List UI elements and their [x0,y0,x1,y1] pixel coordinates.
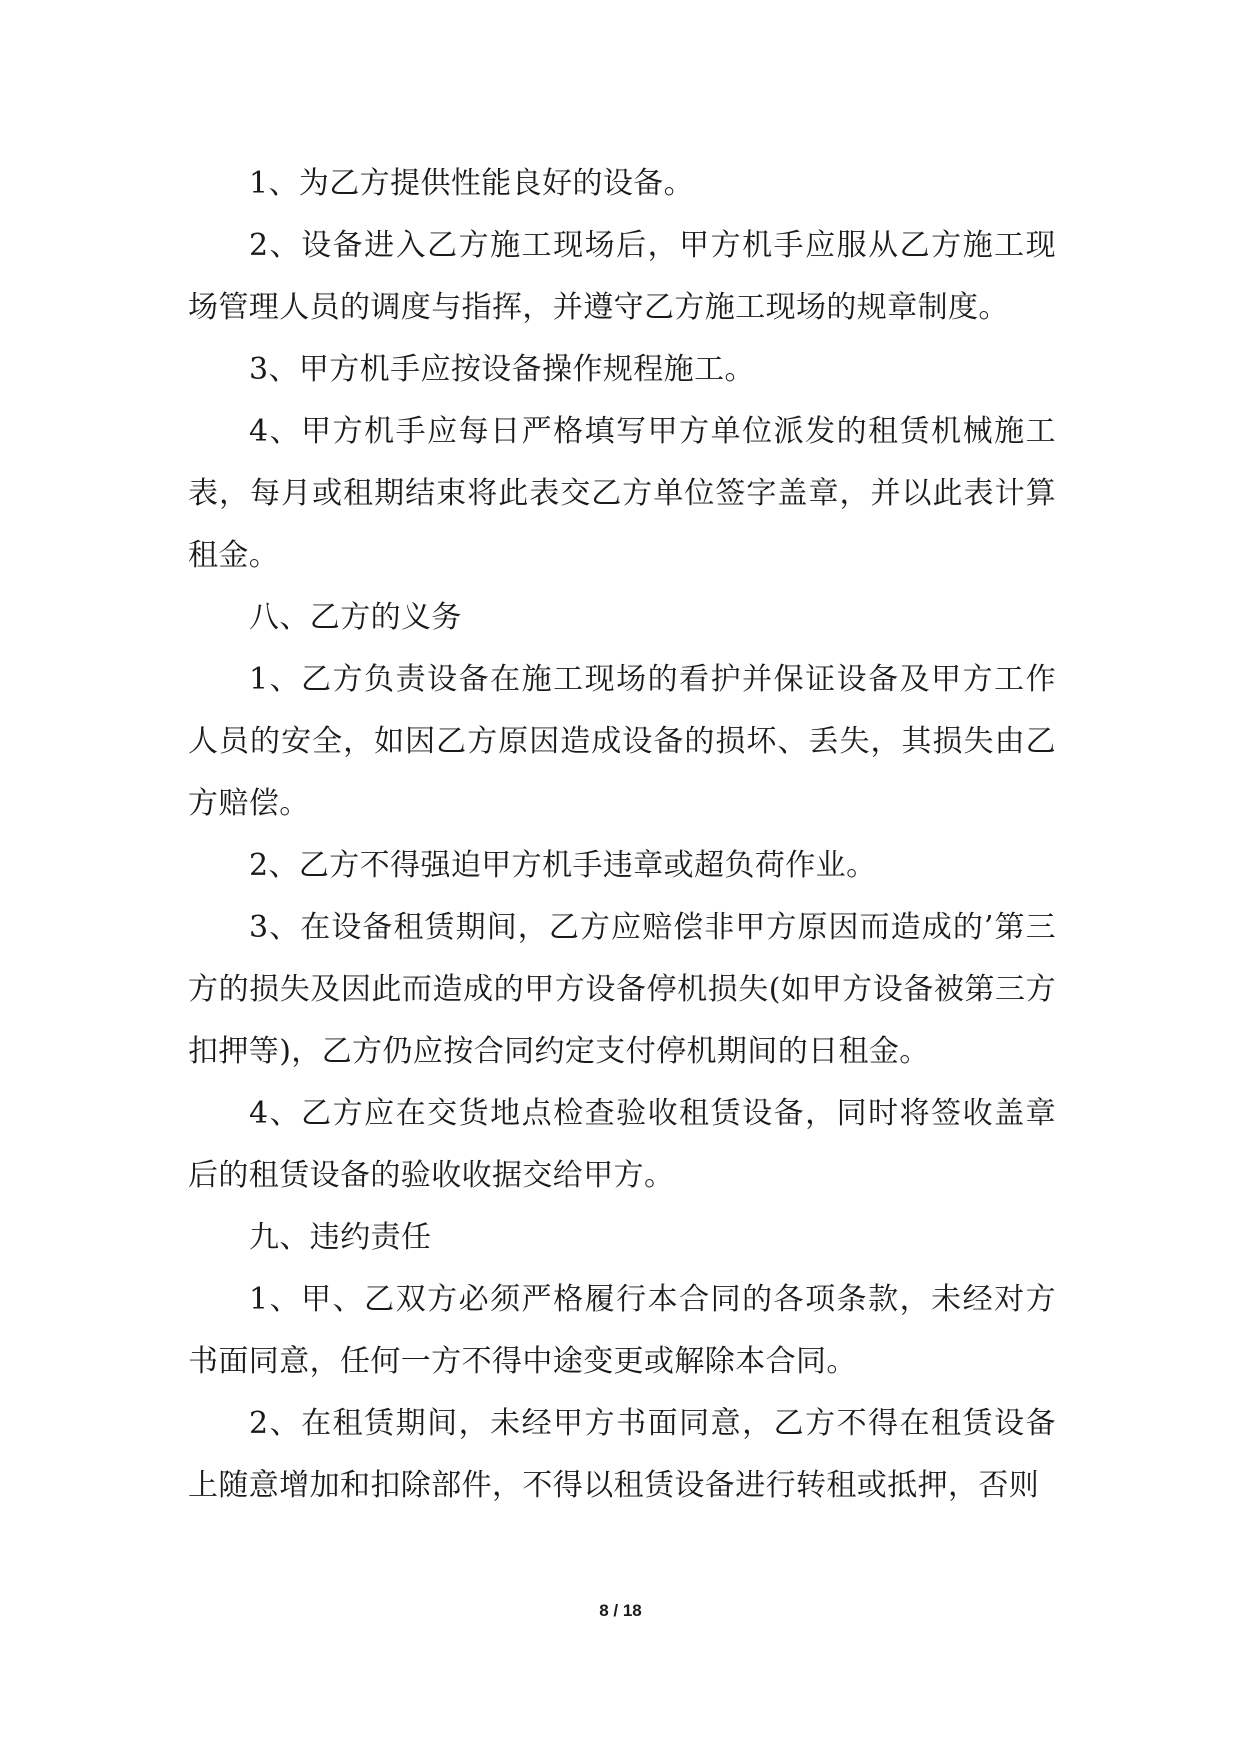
section-heading-9: 九、违约责任 [249,1220,432,1255]
paragraph-6: 2、乙方不得强迫甲方机手违章或超负荷作业。 [249,848,877,883]
paragraph-9: 1、甲、乙双方必须严格履行本合同的各项条款，未经对方书面同意，任何一方不得中途变更或解除本合同。 [188,1282,1056,1379]
paragraph-2: 2、设备进入乙方施工现场后，甲方机手应服从乙方施工现场管理人员的调度与指挥，并遵守乙方施工现场的规章制度。 [188,228,1056,325]
paragraph-3: 3、甲方机手应按设备操作规程施工。 [249,352,755,387]
page-number: 8 / 18 [599,1601,642,1620]
paragraph-5: 1、乙方负责设备在施工现场的看护并保证设备及甲方工作人员的安全，如因乙方原因造成设备的损坏、丢失，其损失由乙方赔偿。 [188,662,1056,821]
document-body [188,153,1056,1517]
paragraph-7: 3、在设备租赁期间，乙方应赔偿非甲方原因而造成的’第三方的损失及因此而造成的甲方设备停机损失(如甲方设备被第三方扣押等)，乙方仍应按合同约定支付停机期间的日租金。 [188,910,1056,1069]
paragraph-10: 2、在租赁期间，未经甲方书面同意，乙方不得在租赁设备上随意增加和扣除部件，不得以租赁设备进行转租或抵押，否则 [188,1406,1056,1503]
paragraph-4: 4、甲方机手应每日严格填写甲方单位派发的租赁机械施工表，每月或租期结束将此表交乙方单位签字盖章，并以此表计算租金。 [188,414,1056,573]
paragraph-8: 4、乙方应在交货地点检查验收租赁设备，同时将签收盖章后的租赁设备的验收收据交给甲方。 [188,1096,1056,1193]
section-heading-8: 八、乙方的义务 [249,600,462,635]
paragraph-1: 1、为乙方提供性能良好的设备。 [249,166,695,201]
